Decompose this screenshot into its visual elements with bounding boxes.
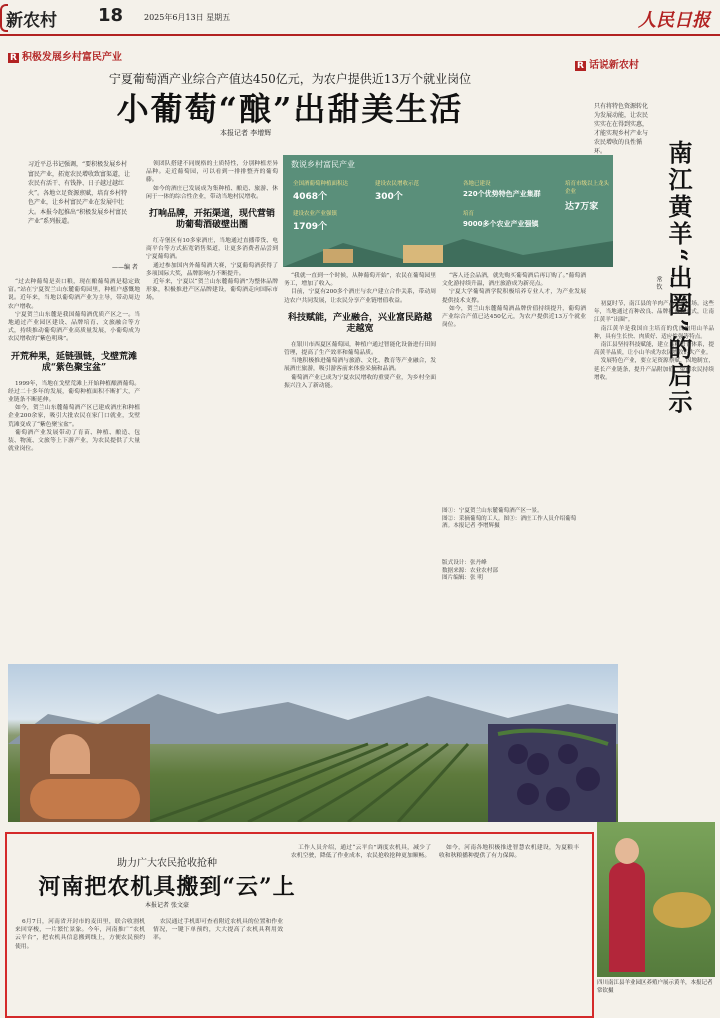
- bottom-headline: 河南把农机具搬到“云”上: [38, 874, 296, 900]
- inset-photo-winery: [20, 724, 150, 822]
- paragraph: “客人还会品酒，就先购买葡萄酒后再订购了。”葡萄酒文化游持续升温，酒庄旅游成为新亮点。: [442, 273, 586, 288]
- sidebar-photo: [597, 822, 715, 977]
- article-column-4: [442, 272, 586, 502]
- paragraph: 宁夏贺兰山东麓是我国葡萄酒优质产区之一。当地通过产业园区建设、品牌培育、文旅融合等方式，持续推动葡萄酒产业高质量发展，小葡萄成为农民增收的“紫色明珠”。: [8, 311, 140, 343]
- editor-note-sign: ——编 者: [112, 264, 138, 271]
- paragraph: 工作人员介绍，通过“云平台”调度农机具，减少了农机空驶，降低了作业成本，农民抢收抢种更加顺畅。: [291, 845, 431, 860]
- bottom-column-4: [439, 844, 579, 1012]
- paragraph: 通过参加国内外葡萄酒大赛，宁夏葡萄酒获得了多项国际大奖，品牌影响力不断提升。: [146, 262, 278, 277]
- column-tag-text: 积极发展乡村富民产业: [21, 52, 122, 63]
- section-subheading: 科技赋能，产业融合，兴业富民路越走越宽: [287, 312, 432, 334]
- article-column-1: [8, 278, 140, 658]
- infographic-label: 培育市级以上龙头企业: [565, 181, 610, 195]
- paragraph: 在银川市西夏区葡萄园，种植户通过智能化设备进行田间管理，提高了生产效率和葡萄品质。: [284, 341, 436, 357]
- paragraph: 宁夏大学葡萄酒学院积极培养专业人才，为产业发展提供技术支撑。: [442, 289, 586, 304]
- paragraph: “我就一直到一个时候，从种葡萄开始”，农民在葡萄园里务工，增加了收入。: [284, 273, 436, 288]
- caption-line: 图①：宁夏贺兰山东麓葡萄酒产区一景。: [442, 508, 543, 514]
- bottom-column-3: [291, 844, 431, 1012]
- column-tag: [8, 48, 122, 63]
- vineyard-photo: [8, 664, 618, 822]
- infographic-label: 培育: [463, 211, 475, 217]
- story-subtitle: 宁夏葡萄酒产业综合产值达450亿元，为农户提供近13万个就业岗位: [108, 72, 472, 86]
- infographic-value: 达7万家: [565, 202, 599, 212]
- bottom-story-box: [5, 832, 594, 1018]
- sidebar-tag-letter: R: [577, 61, 584, 71]
- paragraph: 如今，贺兰山东麓葡萄酒品牌价值持续提升，葡萄酒产业综合产值已达450亿元，为农户提供近13万个就业岗位。: [442, 305, 586, 329]
- paragraph: 领团队搭建不同规格的土质特性，分别种植差异品种。走近葡萄园，可以看到一排排整齐的葡萄藤。: [146, 161, 278, 184]
- infographic-value: 220个优势特色产业集群: [463, 190, 541, 198]
- sidebar-body: [594, 300, 714, 820]
- issue-date: 2025年6月13日 星期五: [144, 13, 231, 22]
- paragraph: 如今的酒庄已发展成为集种植、酿造、旅游、休闲于一体的综合性企业，带动当地村民增收。: [146, 185, 278, 200]
- photo-caption: [442, 508, 586, 531]
- paragraph: 6月7日，河南省开封市的麦田里，联合收割机来回穿梭，一片繁忙景象。今年，河南推广“农机云平台”，把农机具信息搬到线上，方便农民预约使用。: [15, 919, 145, 950]
- infographic-value: 4068个: [293, 192, 328, 202]
- paragraph: 葡萄酒产业发展带动了育苗、种植、酿造、包装、物流、文旅等上下游产业，为农民提供了大量就业岗位。: [8, 429, 140, 453]
- sidebar-column-tag: [575, 56, 639, 71]
- paragraph: 农民通过手机即可查看附近农机具的位置和作业情况，一键下单预约，大大提高了农机具利用效率。: [153, 919, 283, 942]
- data-infographic: [283, 155, 613, 267]
- bottom-byline: 本报记者 张文豪: [145, 902, 189, 909]
- credits: [442, 560, 586, 583]
- sidebar-author: 常 钦: [655, 276, 662, 290]
- vineyard-illustration: [283, 235, 613, 267]
- bottom-column-1: [15, 918, 145, 1012]
- newspaper-logo: 人民日报: [638, 10, 710, 31]
- article-column-2: [146, 160, 278, 660]
- credit-line: 版式设计：张丹峰: [442, 560, 487, 566]
- paragraph: 如今，河南各地积极推进智慧农机建设，为夏粮丰收和秋粮播种提供了有力保障。: [439, 845, 579, 860]
- paragraph: 目前，宁夏有200多个酒庄与农户建立合作关系，带动周边农户共同发展，让农民分享产业链增值收益。: [284, 289, 436, 304]
- infographic-title: 数说乡村富民产业: [291, 160, 355, 169]
- infographic-label: 各地已建设: [463, 181, 491, 187]
- article-column-3: [284, 272, 436, 660]
- page-header: [0, 0, 720, 36]
- paragraph: 1999年，当地在戈壁荒滩上开始种植酿酒葡萄。经过二十多年的发展，葡萄种植面积不断扩大，产业链条不断延伸。: [8, 380, 140, 404]
- sidebar-title: 南江黄羊“出圈”的启示: [664, 140, 693, 417]
- credit-line: 数据来源：农业农村部: [442, 567, 498, 574]
- paragraph: 近年来，宁夏以“贺兰山东麓葡萄酒”为整体品牌形象，积极推进产区品牌建设，葡萄酒走向国际市场。: [146, 279, 278, 302]
- infographic-label: 建设农业产业强镇: [293, 211, 338, 217]
- section-subheading: 开荒种果，延链强链，戈壁荒滩成“紫色聚宝盆”: [10, 351, 137, 373]
- story-byline: 本报记者 李增辉: [220, 129, 272, 137]
- sidebar-tag-text: 话说新农村: [588, 60, 639, 71]
- infographic-value: 9000多个农业产业强镇: [463, 220, 539, 228]
- paragraph: 南江县坚持科技赋能，建立良种繁育体系，提高黄羊品质，让小山羊成为农民增收的大产业。: [594, 342, 714, 357]
- sidebar-photo-caption: 四川南江县羊业园区养殖户展示黄羊，本报记者 常钦摄: [597, 980, 713, 994]
- section-name: 新农村: [6, 11, 57, 31]
- sidebar-lead: 只有将特色资源转化为发展动能，让农民实实在在得到实惠，才能实现乡村产业与农民增收的良性循环。: [594, 103, 649, 155]
- infographic-value: 300个: [375, 192, 403, 202]
- column-tag-letter: R: [10, 53, 17, 63]
- bottom-kicker: 助力广大农民抢收抢种: [117, 858, 217, 869]
- paragraph: 发展特色产业，要立足资源禀赋，因地制宜，延长产业链条，提升产品附加值，带动农民持续增收。: [594, 358, 714, 381]
- section-subheading: 打响品牌，开拓渠道，现代营销助葡萄酒破壁出圈: [148, 209, 275, 231]
- credit-line: 图片编辑：张 明: [442, 575, 483, 581]
- paragraph: 葡萄酒产业已成为宁夏农民增收的重要产业，为乡村全面振兴注入了新动能。: [284, 374, 436, 389]
- page-number: 18: [98, 5, 124, 26]
- paragraph: 初夏时节，南江县的羊肉产品走俏市场。这些年，当地通过育种改良、品牌打造等方式，让南江黄羊“出圈”。: [594, 301, 714, 324]
- paragraph: “过去种葡萄是卖口粮，现在酿葡萄酒是稳定致富。”站在宁夏贺兰山东麓葡萄园里，种植户感慨地说。近年来，当地以葡萄酒产业为主导，带动周边农户增收。: [8, 279, 140, 310]
- caption-line: 图②：采摘葡萄的工人。图③：酒庄工作人员介绍葡萄酒。本报记者 李增辉摄: [442, 515, 577, 529]
- infographic-value: 1709个: [293, 222, 328, 232]
- infographic-label: 建设农民增收示范: [375, 181, 420, 187]
- bottom-column-2: [153, 918, 283, 1012]
- story-headline: 小葡萄“酿”出甜美生活: [116, 90, 464, 128]
- infographic-label: 全国酒葡萄种植面积达: [293, 181, 349, 187]
- editor-note: 习近平总书记强调，“要积极发展乡村富民产业，拓宽农民增收致富渠道，让农民有活干、有钱挣、日子越过越红火”。各地立足资源禀赋，培育乡村特色产业，让乡村富民产业在发展中壮大。本报今起推出“积极发展乡村富民产业”系列报道。: [28, 161, 131, 225]
- paragraph: 南江黄羊是我国自主培育的优良肉用山羊品种，具有生长快、肉质好、适应性强等特点。: [594, 325, 714, 340]
- paragraph: 当地积极推进葡萄酒与旅游、文化、教育等产业融合，发展酒庄旅游，吸引游客前来体验采摘和品酒。: [284, 358, 436, 373]
- paragraph: 红寺堡区有10多家酒庄，当地通过直播带货、电商平台等方式拓宽销售渠道，让更多消费者品尝到宁夏葡萄酒。: [146, 238, 278, 261]
- paragraph: 如今，贺兰山东麓葡萄酒产区已建成酒庄和种植企业200余家，吸引大批农民在家门口就业，戈壁荒滩变成了“紫色聚宝盆”。: [8, 405, 140, 428]
